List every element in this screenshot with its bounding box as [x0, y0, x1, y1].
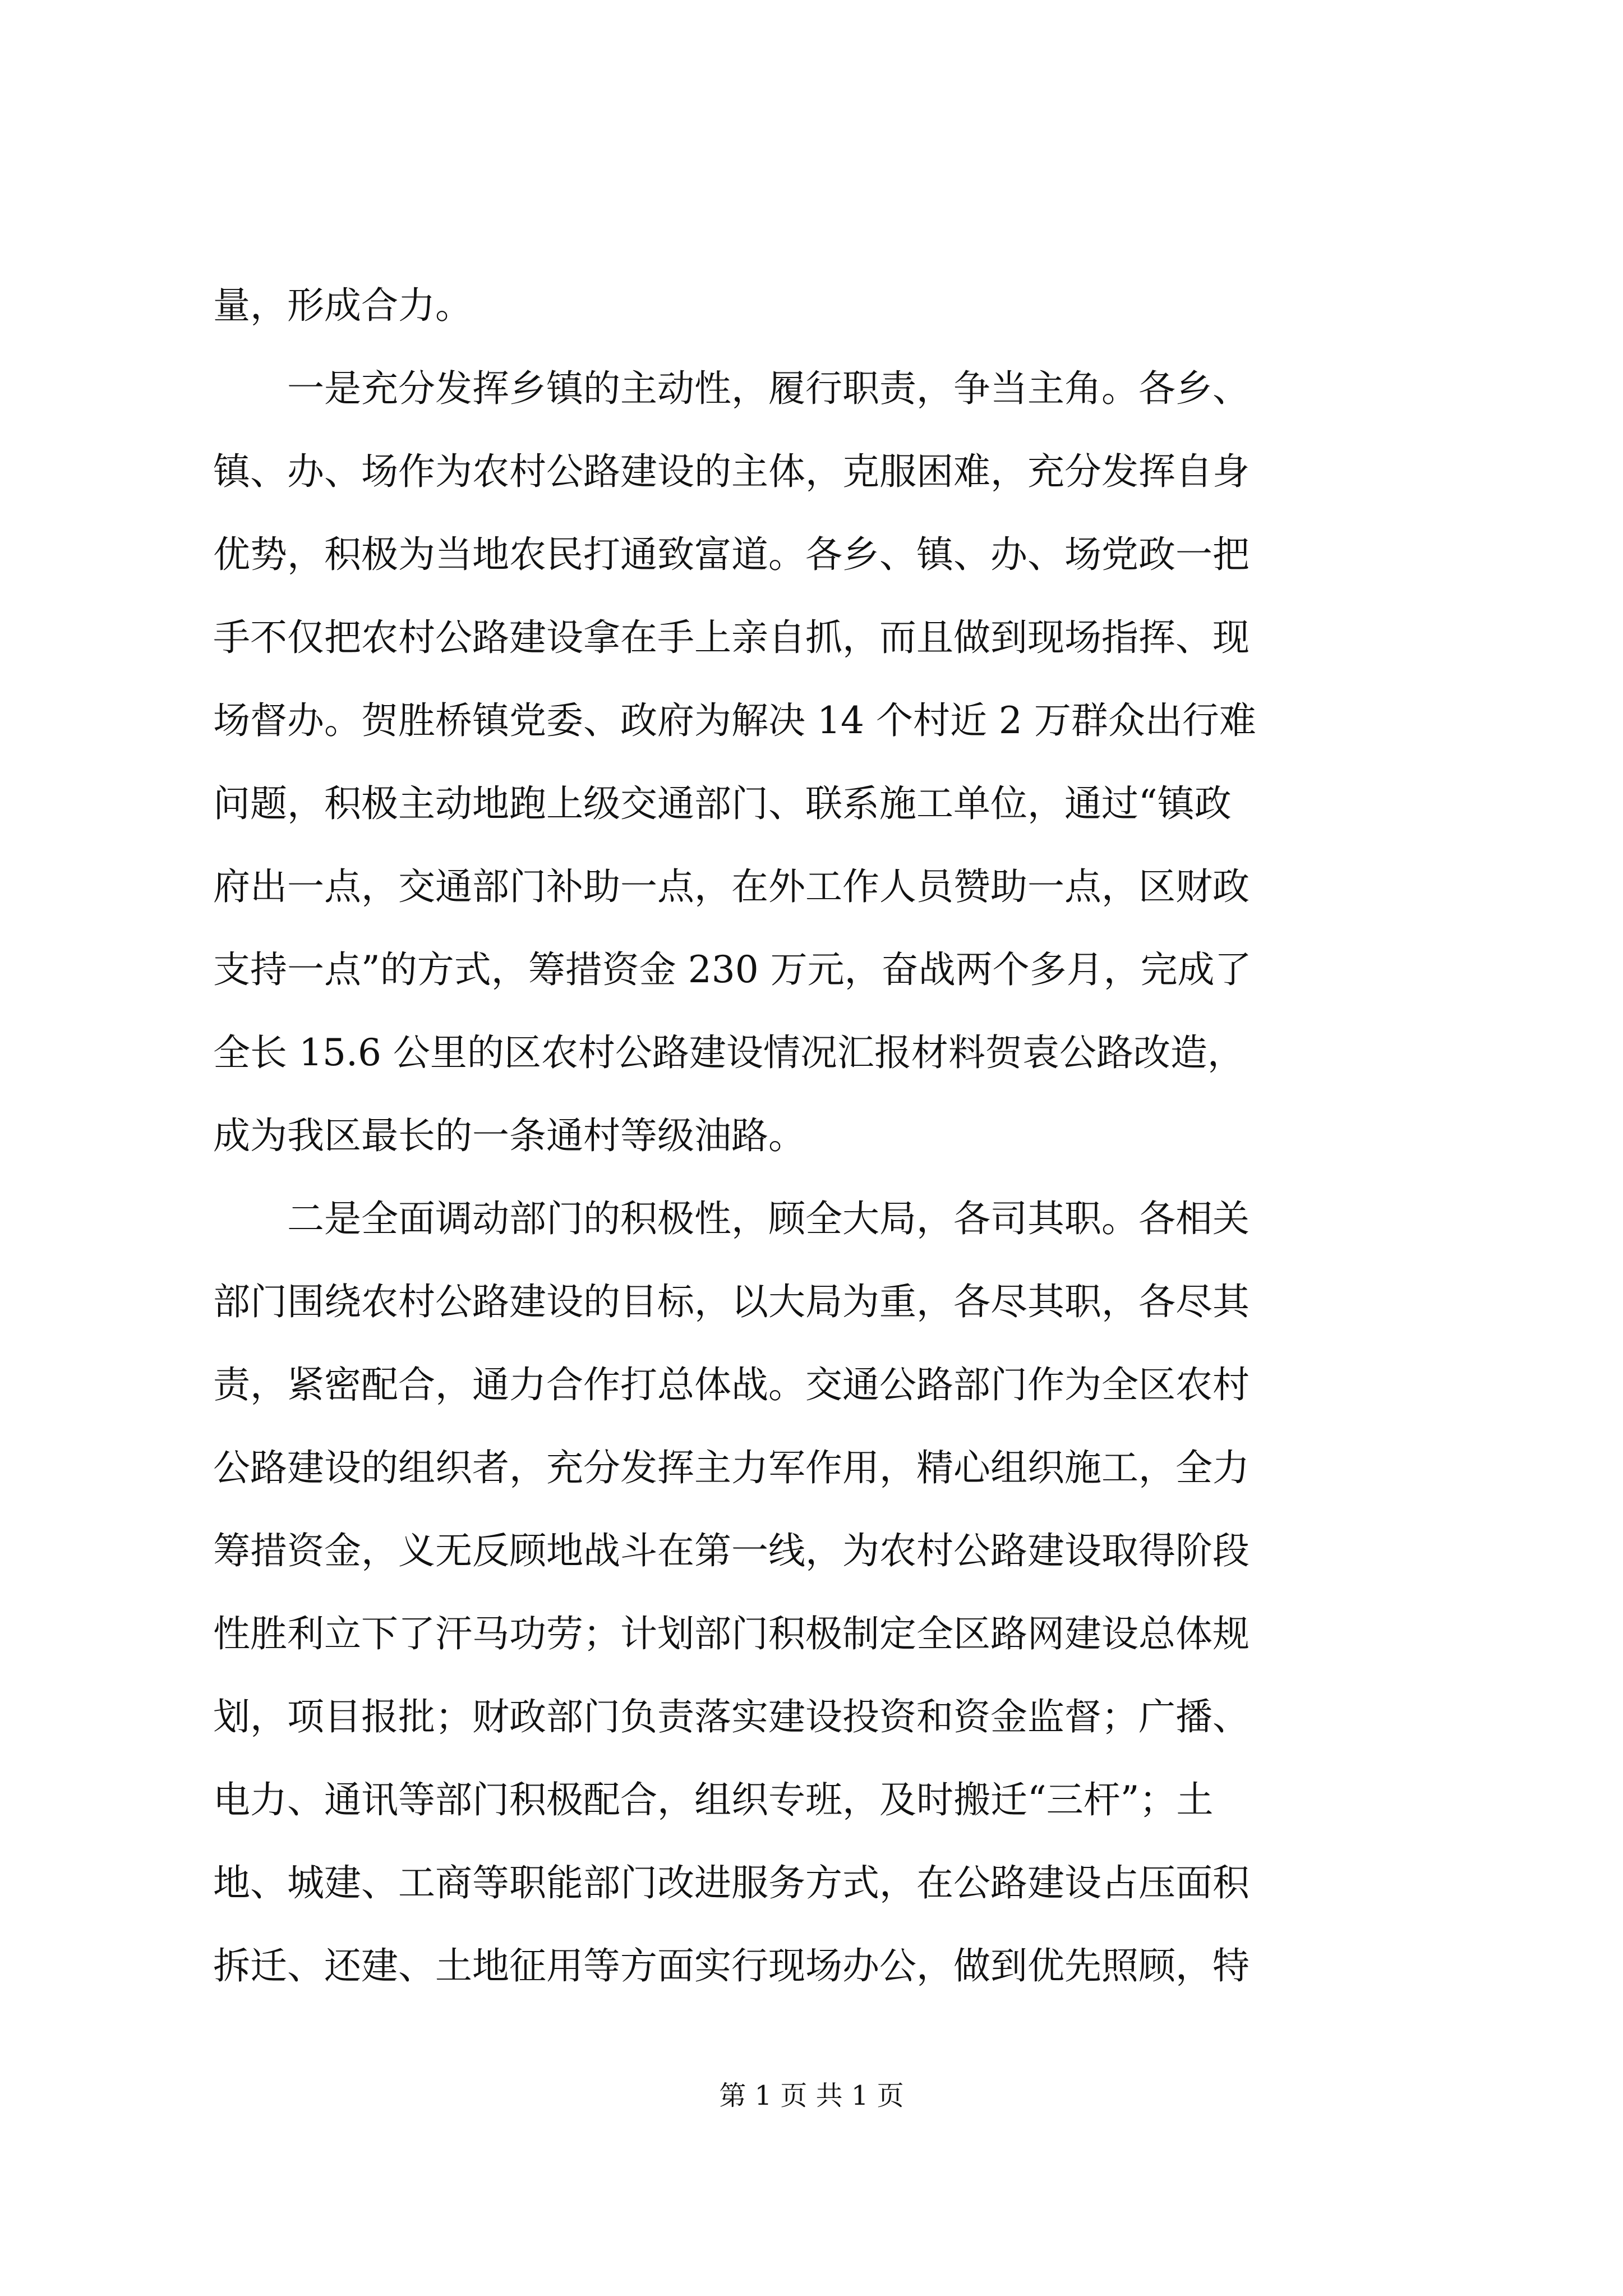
body-line-18: 划，项目报批；财政部门负责落实建设投资和资金监督；广播、 — [213, 1695, 1249, 1738]
body-line-19: 电力、通讯等部门积极配合，组织专班，及时搬迁“三杆”；土 — [213, 1778, 1214, 1821]
body-line-12: 二是全面调动部门的积极性，顾全大局，各司其职。各相关 — [213, 1197, 1249, 1240]
body-line-5: 手不仅把农村公路建设拿在手上亲自抓，而且做到现场指挥、现 — [213, 616, 1249, 659]
body-line-4: 优势，积极为当地农民打通致富道。各乡、镇、办、场党政一把 — [213, 533, 1249, 576]
body-line-10: 全长 15.6 公里的区农村公路建设情况汇报材料贺袁公路改造， — [213, 1031, 1244, 1074]
body-line-20: 地、城建、工商等职能部门改进服务方式，在公路建设占压面积 — [213, 1861, 1249, 1904]
body-line-6: 场督办。贺胜桥镇党委、政府为解决 14 个村近 2 万群众出行难 — [213, 699, 1256, 742]
body-line-13: 部门围绕农村公路建设的目标，以大局为重，各尽其职，各尽其 — [213, 1280, 1249, 1323]
body-line-9: 支持一点”的方式，筹措资金 230 万元，奋战两个多月，完成了 — [213, 948, 1252, 991]
body-line-14: 责，紧密配合，通力合作打总体战。交通公路部门作为全区农村 — [213, 1363, 1249, 1406]
body-line-8: 府出一点，交通部门补助一点，在外工作人员赞助一点，区财政 — [213, 865, 1249, 908]
body-line-2: 一是充分发挥乡镇的主动性，履行职责，争当主角。各乡、 — [213, 367, 1249, 410]
body-line-3: 镇、办、场作为农村公路建设的主体，克服困难，充分发挥自身 — [213, 450, 1249, 493]
body-line-1: 量，形成合力。 — [213, 284, 472, 327]
page-footer: 第 1 页 共 1 页 — [719, 2080, 904, 2111]
body-line-15: 公路建设的组织者，充分发挥主力军作用，精心组织施工，全力 — [213, 1446, 1249, 1489]
body-line-7: 问题，积极主动地跑上级交通部门、联系施工单位，通过“镇政 — [213, 782, 1232, 825]
body-line-21: 拆迁、还建、土地征用等方面实行现场办公，做到优先照顾，特 — [213, 1944, 1249, 1987]
body-line-17: 性胜利立下了汗马功劳；计划部门积极制定全区路网建设总体规 — [213, 1612, 1249, 1655]
body-line-16: 筹措资金，义无反顾地战斗在第一线，为农村公路建设取得阶段 — [213, 1529, 1249, 1572]
body-line-11: 成为我区最长的一条通村等级油路。 — [213, 1114, 805, 1157]
